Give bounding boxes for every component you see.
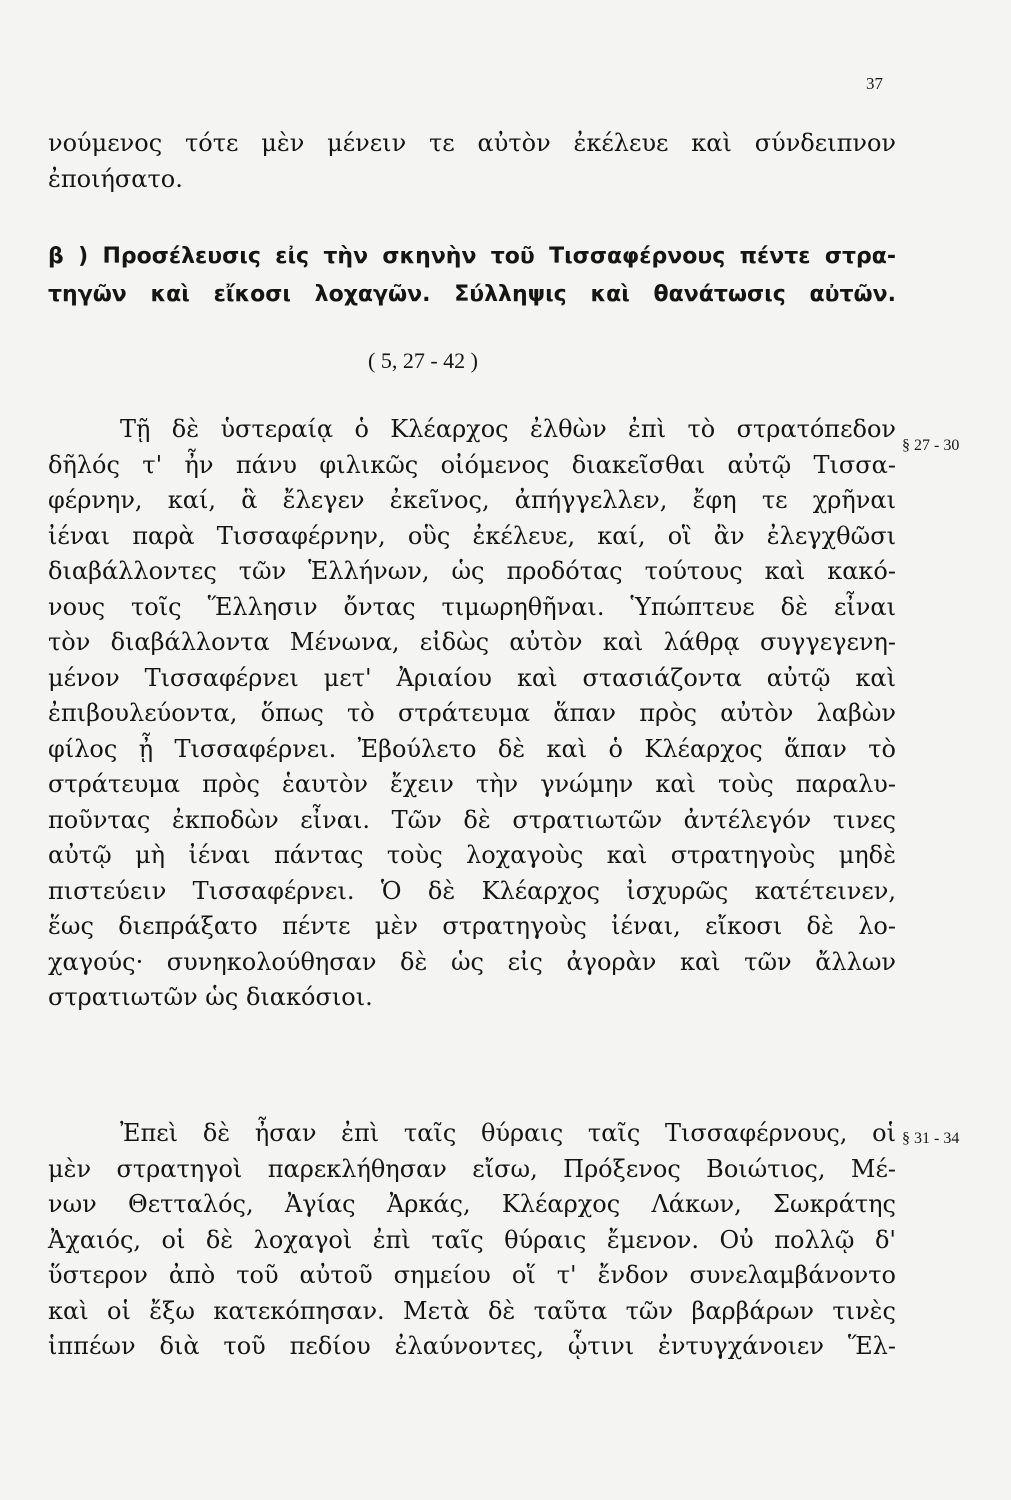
text-line: ἕως διεπράξατο πέντε μὲν στρατηγοὺς ἰέναι, εἴκοσι δὲ λο- [48,912,896,940]
text-line: στράτευμα πρὸς ἑαυτὸν ἔχειν τὴν γνώμην καὶ τοὺς παραλυ- [48,770,896,798]
opening-text [48,126,896,197]
text-line: δῆλός τ' ἦν πάνυ φιλικῶς οἰόμενος διακεῖσθαι αὐτῷ Τισσα- [48,450,896,479]
text-line: στρατιωτῶν ὡς διακόσιοι. [48,983,373,1011]
text-line: ἐπιβουλεύοντα, ὅπως τὸ στράτευμα ἅπαν πρὸς αὐτὸν λαβὼν [48,699,896,727]
chapter-reference: ( 5, 27 - 42 ) [368,348,478,373]
text-line: ὕστερον ἀπὸ τοῦ αὐτοῦ σημείου οἵ τ' ἔνδον συνελαμβάνοντο [48,1261,896,1289]
heading-line: β ) Προσέλευσις εἰς τὴν σκηνὴν τοῦ Τισσαφέρνους πέντε στρα- [48,244,896,269]
text-line: αὐτῷ μὴ ἰέναι πάντας τοὺς λοχαγοὺς καὶ στρατηγοὺς μηδὲ [48,841,896,869]
text-line: νων Θετταλός, Ἀγίας Ἀρκάς, Κλέαρχος Λάκων, Σωκράτης [48,1190,896,1218]
text-line: φίλος ᾖ Τισσαφέρνει. Ἐβούλετο δὲ καὶ ὁ Κλέαρχος ἅπαν τὸ [48,734,896,763]
text-line: ποῦντας ἐκποδὼν εἶναι. Τῶν δὲ στρατιωτῶν ἀντέλεγόν τινες [48,805,896,834]
heading-line: τηγῶν καὶ εἴκοσι λοχαγῶν. Σύλληψις καὶ θανάτωσις αὐτῶν. [48,282,896,307]
text-line: μὲν στρατηγοὶ παρεκλήθησαν εἴσω, Πρόξενος Βοιώτιος, Μέ- [48,1154,896,1183]
text-line: πιστεύειν Τισσαφέρνει. Ὁ δὲ Κλέαρχος ἰσχυρῶς κατέτεινεν, [48,876,896,905]
section-heading [48,238,896,314]
text-line: Ἐπεὶ δὲ ἦσαν ἐπὶ ταῖς θύραις ταῖς Τισσαφέρνους, οἱ [120,1119,896,1147]
text-line: ἱππέων διὰ τοῦ πεδίου ἐλαύνοντες, ᾧτινι ἐντυγχάνοιεν Ἕλ- [48,1332,896,1360]
margin-note: § 27 - 30 [902,437,960,454]
margin-note: § 31 - 34 [902,1130,960,1147]
text-line: χαγούς· συνηκολούθησαν δὲ ὡς εἰς ἀγορὰν καὶ τῶν ἄλλων [48,947,896,976]
text-line: τὸν διαβάλλοντα Μένωνα, εἰδὼς αὐτὸν καὶ λάθρᾳ συγγεγενη- [48,628,896,656]
paragraph-one [48,412,896,1016]
text-line: ἐποιήσατο. [48,164,183,193]
text-line: νους τοῖς Ἕλλησιν ὄντας τιμωρηθῆναι. Ὑπώπτευε δὲ εἶναι [48,592,896,621]
text-line: Τῇ δὲ ὑστεραίᾳ ὁ Κλέαρχος ἐλθὼν ἐπὶ τὸ στρατόπεδον [120,415,896,443]
text-line: Ἀχαιός, οἱ δὲ λοχαγοὶ ἐπὶ ταῖς θύραις ἔμενον. Οὐ πολλῷ δ' [48,1225,896,1254]
text-line: μένον Τισσαφέρνει μετ' Ἀριαίου καὶ στασιάζοντα αὐτῷ καὶ [48,663,896,692]
page-number: 37 [866,74,883,93]
text-line: ἰέναι παρὰ Τισσαφέρνην, οὓς ἐκέλευε, καί, οἳ ἂν ἐλεγχθῶσι [48,521,896,550]
text-line: φέρνην, καί, ἃ ἔλεγεν ἐκεῖνος, ἀπήγγελλεν, ἔφη τε χρῆναι [48,486,896,514]
paragraph-two [48,1116,896,1365]
text-line: νούμενος τότε μὲν μένειν τε αὐτὸν ἐκέλευε καὶ σύνδειπνον [48,129,896,157]
text-line: καὶ οἱ ἔξω κατεκόπησαν. Μετὰ δὲ ταῦτα τῶν βαρβάρων τινὲς [48,1296,896,1325]
text-line: διαβάλλοντες τῶν Ἑλλήνων, ὡς προδότας τούτους καὶ κακό- [48,557,896,585]
